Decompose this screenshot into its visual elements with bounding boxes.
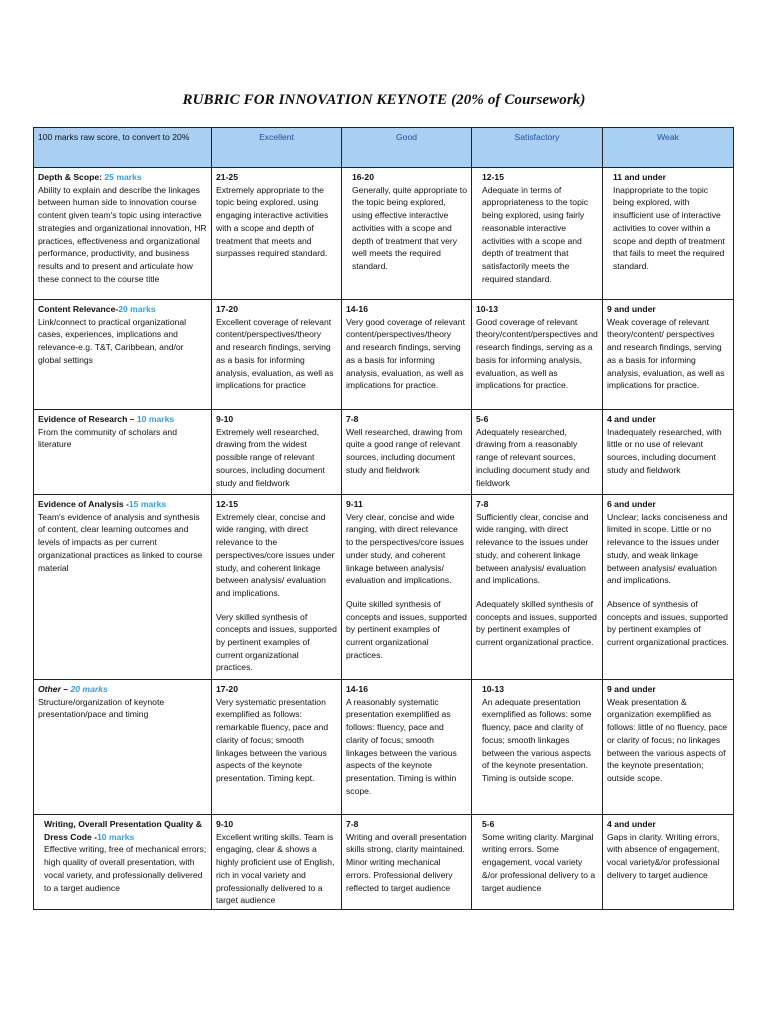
- score-cell: [472, 815, 603, 910]
- score-range: 4 and under: [607, 414, 656, 424]
- score-cell: [603, 815, 734, 910]
- criterion-marks: 10 marks: [97, 831, 135, 842]
- table-row: [34, 495, 734, 680]
- score-description: Extremely well researched, drawing from the widest possible range of relevant sources, including document study and fieldwork: [216, 426, 325, 488]
- criterion-description: From the community of scholars and literature: [38, 426, 177, 450]
- score-description-synthesis: Very skilled synthesis of concepts and issues, supported by pertinent examples of current organizational practices.: [216, 611, 337, 673]
- score-cell: [342, 168, 472, 300]
- score-description: Excellent writing skills. Team is engaging, clear & shows a highly proficient use of English, rich in vocal variety and professionally delivered to a target audience: [216, 831, 335, 906]
- criterion-cell: [34, 495, 212, 680]
- score-cell: [342, 680, 472, 815]
- score-range: 9-11: [346, 499, 363, 509]
- score-cell: [342, 815, 472, 910]
- criterion-marks: 20 marks: [70, 684, 108, 694]
- criterion-marks: 20 marks: [118, 304, 156, 314]
- score-range: 10-13: [482, 684, 504, 694]
- level-satisfactory: Satisfactory: [472, 128, 603, 168]
- score-cell: [212, 495, 342, 680]
- score-range: 10-13: [476, 304, 498, 314]
- table-row: [34, 815, 734, 910]
- score-description: Unclear; lacks conciseness and limited in scope. Little or no relevance to the issues under study, and weak linkage between analysis/ evaluation and implications.: [607, 511, 728, 586]
- score-description: Writing and overall presentation skills strong, clarity maintained. Minor writing mechanical errors. Professional delivery reflected to target audience: [346, 831, 467, 893]
- score-cell: [603, 495, 734, 680]
- table-row: [34, 168, 734, 300]
- score-description: Excellent coverage of relevant content/perspectives/theory and research findings, serving as a basis for informing analysis, evaluation, as well as implications for practice: [216, 316, 334, 391]
- score-range: 6 and under: [607, 499, 656, 509]
- score-cell: [472, 300, 603, 410]
- score-range: 9 and under: [607, 684, 656, 694]
- score-description: Inadequately researched, with little or no use of relevant sources, including document study and fieldwork: [607, 426, 722, 475]
- score-range: 11 and under: [613, 172, 667, 182]
- score-range: 21-25: [216, 172, 238, 182]
- level-good: Good: [342, 128, 472, 168]
- score-description: Well researched, drawing from quite a good range of relevant sources, including document study and fieldwork: [346, 426, 463, 475]
- criterion-name: Content Relevance-: [38, 304, 119, 314]
- scale-note: 100 marks raw score, to convert to 20%: [34, 128, 212, 168]
- score-range: 7-8: [476, 499, 489, 509]
- score-cell: [603, 168, 734, 300]
- score-description: Some writing clarity. Marginal writing errors. Some engagement, vocal variety &/or professional delivery to a target audience: [482, 831, 596, 893]
- document-title: RUBRIC FOR INNOVATION KEYNOTE (20% of Coursework): [182, 92, 586, 108]
- score-description: Generally, quite appropriate to the topic being explored, using effective interactive activities with a scope and depth of treatment that very well meets the required standard.: [352, 184, 467, 271]
- score-range: 14-16: [346, 304, 368, 314]
- score-cell: [212, 300, 342, 410]
- criterion-cell: [34, 300, 212, 410]
- table-row: [34, 410, 734, 495]
- score-description: Extremely appropriate to the topic being explored, using engaging interactive activities with a scope and depth of treatment that meets and surpasses required standard.: [216, 184, 329, 259]
- table-header-row: [34, 128, 734, 168]
- criterion-cell: [34, 815, 212, 910]
- score-description: Weak coverage of relevant theory/content/ perspectives and research findings, serving as a basis for informing analysis, evaluation, as well as implications for practice.: [607, 316, 725, 391]
- score-cell: [212, 815, 342, 910]
- score-description: Good coverage of relevant theory/content/perspectives and research findings, serving as a basis for informing analysis, evaluation, as well as implications for practice.: [476, 316, 598, 391]
- criterion-name: Other –: [38, 684, 71, 694]
- score-range: 9-10: [216, 414, 234, 424]
- score-description: Very good coverage of relevant content/perspectives/theory and research findings, serving as a basis for informing analysis, evaluation, as well as implications for practice.: [346, 316, 465, 391]
- score-range: 12-15: [482, 172, 504, 182]
- criterion-description: Team's evidence of analysis and synthesis of content, clear learning outcomes and levels of impacts as per current organizational practices as linked to course material: [38, 511, 203, 573]
- score-description: Inappropriate to the topic being explored, with insufficient use of interactive activities to cover within a scope and depth of treatment that fails to meet the required standard.: [613, 184, 725, 271]
- score-cell: [472, 168, 603, 300]
- criterion-cell: [34, 410, 212, 495]
- table-row: [34, 300, 734, 410]
- score-cell: [603, 410, 734, 495]
- criterion-name: Evidence of Research –: [38, 414, 137, 424]
- table-row: [34, 680, 734, 815]
- score-cell: [212, 680, 342, 815]
- score-range: 14-16: [346, 684, 368, 694]
- score-cell: [472, 410, 603, 495]
- score-range: 17-20: [216, 304, 238, 314]
- score-cell: [342, 410, 472, 495]
- criterion-marks: 15 marks: [128, 499, 167, 509]
- criterion-description: Ability to explain and describe the linkages between human side to innovation course content given team's topic using interactive strategies and organizational innovation, HR practices, effectiveness and organizational performance, productivity, and business results and to present and articulate how these connect to the course title: [38, 184, 207, 284]
- score-description: A reasonably systematic presentation exemplified as follows: fluency, pace and clarity of focus; smooth linkages between the various aspects of the keynote presentation. Timing is within scope.: [346, 696, 457, 796]
- criterion-name: Writing, Overall Presentation Quality & Dress Code -: [44, 819, 202, 842]
- score-cell: [472, 495, 603, 680]
- criterion-marks: 10 marks: [136, 414, 175, 424]
- score-cell: [342, 495, 472, 680]
- score-description: Very systematic presentation exemplified as follows: remarkable fluency, pace and clarity of focus; smooth linkages between the various aspects of the keynote presentation. Timing kept.: [216, 696, 329, 783]
- score-description: Extremely clear, concise and wide ranging, with direct relevance to the perspectives/core issues under study, and coherent linkage between analysis/ evaluation and implications.: [216, 511, 335, 598]
- score-range: 7-8: [346, 819, 359, 829]
- score-range: 9 and under: [607, 304, 656, 314]
- score-range: 4 and under: [607, 819, 656, 829]
- score-description: Weak presentation & organization exemplified as follows: little of no fluency, pace or clarity of focus; no linkages between the various aspects of the keynote presentation; outside scope.: [607, 696, 728, 783]
- criterion-name: Depth & Scope:: [38, 172, 102, 182]
- level-weak: Weak: [603, 128, 734, 168]
- score-range: 9-10: [216, 819, 234, 829]
- score-cell: [603, 300, 734, 410]
- score-description-synthesis: Quite skilled synthesis of concepts and issues, supported by pertinent examples of current organizational practices.: [346, 598, 467, 660]
- criterion-marks: 25 marks: [104, 172, 142, 182]
- score-cell: [212, 410, 342, 495]
- criterion-cell: [34, 168, 212, 300]
- score-range: 12-15: [216, 499, 238, 509]
- score-cell: [212, 168, 342, 300]
- score-description: Sufficiently clear, concise and wide ranging, with direct relevance to the issues under study, and coherent linkage between analysis/ evaluation and implications.: [476, 511, 589, 586]
- criterion-description: Structure/organization of keynote presentation/pace and timing: [38, 696, 165, 720]
- score-range: 16-20: [352, 172, 374, 182]
- score-range: 5-6: [482, 819, 495, 829]
- score-description: Adequate in terms of appropriateness to the topic being explored, using fairly reasonable interactive activities with a scope and depth of treatment that satisfactorily meets the required standard.: [482, 184, 589, 284]
- score-description: Adequately researched, drawing from a reasonably range of relevant sources, including document study and fieldwork: [476, 426, 590, 488]
- level-excellent: Excellent: [212, 128, 342, 168]
- criterion-description: Effective writing, free of mechanical errors; high quality of overall presentation, with vocal variety, and professionally delivered to a target audience: [44, 844, 207, 893]
- score-description: Very clear, concise and wide ranging, with direct relevance to the perspectives/core issues under study, and coherent linkage between analysis/ evaluation and implications.: [346, 511, 464, 586]
- score-range: 5-6: [476, 414, 489, 424]
- score-description-synthesis: Adequately skilled synthesis of concepts and issues, supported by pertinent examples of current organizational practice.: [476, 598, 597, 648]
- score-cell: [472, 680, 603, 815]
- criterion-name: Evidence of Analysis -: [38, 499, 129, 509]
- score-description-synthesis: Absence of synthesis of concepts and issues, supported by pertinent examples of current organizational practices.: [607, 598, 729, 648]
- score-range: 7-8: [346, 414, 359, 424]
- score-cell: [342, 300, 472, 410]
- score-description: An adequate presentation exemplified as follows: some fluency, pace and clarity of focus; smooth linkages between the various aspects of the keynote presentation. Timing is outside scope.: [482, 696, 592, 783]
- criterion-cell: [34, 680, 212, 815]
- score-cell: [603, 680, 734, 815]
- score-range: 17-20: [216, 684, 238, 694]
- rubric-table: [33, 127, 734, 910]
- score-description: Gaps in clarity. Writing errors, with absence of engagement, vocal variety&/or professional delivery to target audience: [607, 831, 720, 880]
- criterion-description: Link/connect to practical organizational cases, experiences, implications and relevance-e.g. T&T, Caribbean, and/or global settings: [38, 316, 187, 365]
